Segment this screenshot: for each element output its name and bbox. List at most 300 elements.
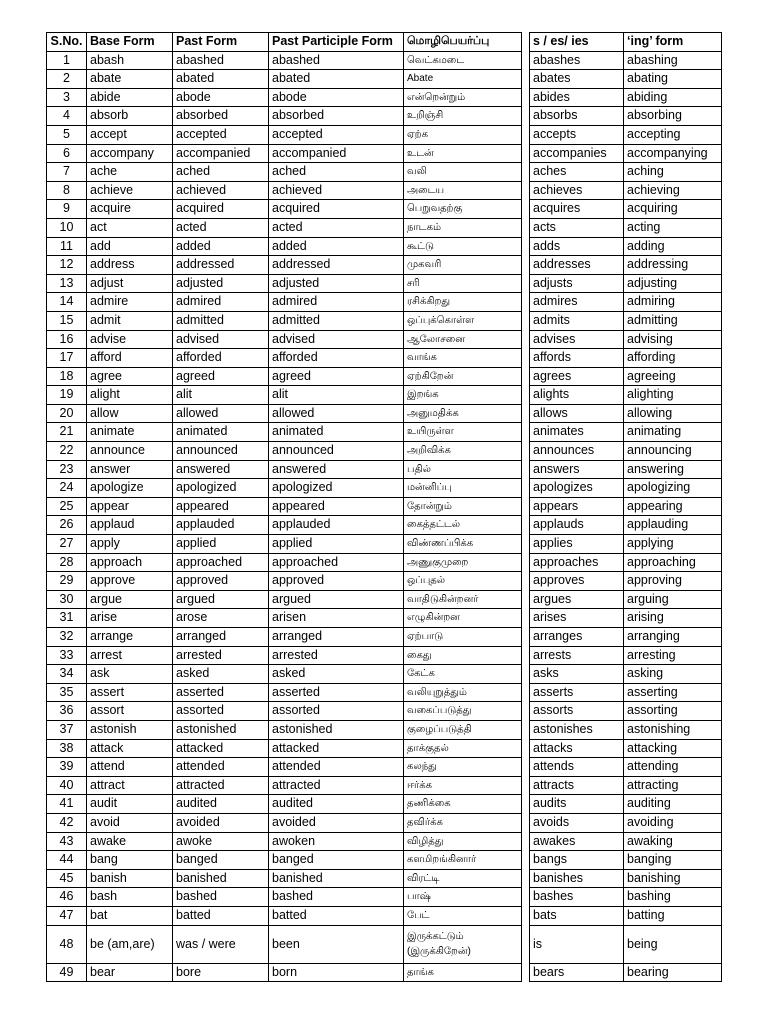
- base-form-cell: address: [87, 256, 173, 275]
- ing-form-cell: allowing: [624, 404, 722, 423]
- past-form-cell: astonished: [173, 720, 269, 739]
- past-form-cell: acted: [173, 218, 269, 237]
- past-participle-cell: allowed: [269, 404, 404, 423]
- table-row: [47, 330, 522, 349]
- past-participle-cell: accepted: [269, 125, 404, 144]
- past-participle-cell: admitted: [269, 311, 404, 330]
- header-serial-number: S.No.: [47, 33, 87, 52]
- serial-number-cell: 30: [47, 590, 87, 609]
- past-participle-cell: attacked: [269, 739, 404, 758]
- table-row: [530, 739, 722, 758]
- ing-form-cell: approaching: [624, 553, 722, 572]
- side-header-row: [530, 33, 722, 52]
- table-row: [47, 163, 522, 182]
- table-row: [47, 832, 522, 851]
- base-form-cell: achieve: [87, 181, 173, 200]
- table-row: [530, 963, 722, 982]
- table-row: [530, 590, 722, 609]
- table-row: [47, 367, 522, 386]
- past-form-cell: afforded: [173, 349, 269, 368]
- past-form-cell: advised: [173, 330, 269, 349]
- translation-cell: ஒப்புக்கொள்ள: [404, 311, 522, 330]
- serial-number-cell: 37: [47, 720, 87, 739]
- translation-cell: கைத்தட்டல்: [404, 516, 522, 535]
- past-form-cell: abashed: [173, 51, 269, 70]
- base-form-cell: absorb: [87, 107, 173, 126]
- s-es-ies-cell: bats: [530, 906, 624, 925]
- translation-cell: விரட்டி: [404, 869, 522, 888]
- table-row: [47, 497, 522, 516]
- table-row: [530, 832, 722, 851]
- table-row: [530, 51, 722, 70]
- table-row: [530, 237, 722, 256]
- ing-form-cell: asking: [624, 665, 722, 684]
- table-row: [530, 144, 722, 163]
- past-participle-cell: addressed: [269, 256, 404, 275]
- s-es-ies-cell: absorbs: [530, 107, 624, 126]
- past-form-cell: attracted: [173, 776, 269, 795]
- translation-cell: என்றென்றும்: [404, 88, 522, 107]
- table-row: [47, 702, 522, 721]
- s-es-ies-cell: admits: [530, 311, 624, 330]
- header-translation: மொழிபெயர்ப்பு: [404, 33, 522, 52]
- table-row: [530, 181, 722, 200]
- translation-cell: அடைய: [404, 181, 522, 200]
- serial-number-cell: 29: [47, 572, 87, 591]
- base-form-cell: argue: [87, 590, 173, 609]
- s-es-ies-cell: avoids: [530, 813, 624, 832]
- translation-cell: Abate: [404, 70, 522, 89]
- ing-form-cell: appearing: [624, 497, 722, 516]
- base-form-cell: apologize: [87, 479, 173, 498]
- s-es-ies-cell: adds: [530, 237, 624, 256]
- s-es-ies-cell: astonishes: [530, 720, 624, 739]
- past-participle-cell: assorted: [269, 702, 404, 721]
- s-es-ies-cell: answers: [530, 460, 624, 479]
- past-form-cell: admired: [173, 293, 269, 312]
- ing-form-cell: accompanying: [624, 144, 722, 163]
- table-row: [47, 423, 522, 442]
- s-es-ies-cell: animates: [530, 423, 624, 442]
- past-form-cell: added: [173, 237, 269, 256]
- base-form-cell: bash: [87, 888, 173, 907]
- past-participle-cell: admired: [269, 293, 404, 312]
- past-participle-cell: banged: [269, 851, 404, 870]
- past-participle-cell: arisen: [269, 609, 404, 628]
- table-row: [530, 683, 722, 702]
- ing-form-cell: admitting: [624, 311, 722, 330]
- past-form-cell: was / were: [173, 925, 269, 963]
- past-form-cell: abode: [173, 88, 269, 107]
- serial-number-cell: 26: [47, 516, 87, 535]
- serial-number-cell: 48: [47, 925, 87, 963]
- base-form-cell: bear: [87, 963, 173, 982]
- serial-number-cell: 46: [47, 888, 87, 907]
- ing-form-cell: auditing: [624, 795, 722, 814]
- ing-form-cell: apologizing: [624, 479, 722, 498]
- translation-cell: கேட்க: [404, 665, 522, 684]
- past-participle-cell: attended: [269, 758, 404, 777]
- base-form-cell: apply: [87, 535, 173, 554]
- header-past-participle-form: Past Participle Form: [269, 33, 404, 52]
- translation-cell: தவிர்க்க: [404, 813, 522, 832]
- s-es-ies-cell: argues: [530, 590, 624, 609]
- base-form-cell: audit: [87, 795, 173, 814]
- past-form-cell: applauded: [173, 516, 269, 535]
- base-form-cell: attend: [87, 758, 173, 777]
- s-es-ies-cell: aches: [530, 163, 624, 182]
- table-row: [47, 813, 522, 832]
- past-participle-cell: adjusted: [269, 274, 404, 293]
- s-es-ies-cell: is: [530, 925, 624, 963]
- translation-cell: ஆலோசனை: [404, 330, 522, 349]
- table-row: [47, 628, 522, 647]
- serial-number-cell: 16: [47, 330, 87, 349]
- translation-cell: அணுகுமுறை: [404, 553, 522, 572]
- header-ing-form: ‘ing’ form: [624, 33, 722, 52]
- s-es-ies-cell: arises: [530, 609, 624, 628]
- past-form-cell: awoke: [173, 832, 269, 851]
- table-row: [47, 572, 522, 591]
- base-form-cell: attack: [87, 739, 173, 758]
- serial-number-cell: 31: [47, 609, 87, 628]
- serial-number-cell: 20: [47, 404, 87, 423]
- table-row: [530, 795, 722, 814]
- base-form-cell: awake: [87, 832, 173, 851]
- past-form-cell: bore: [173, 963, 269, 982]
- serial-number-cell: 6: [47, 144, 87, 163]
- past-form-cell: accepted: [173, 125, 269, 144]
- ing-form-cell: alighting: [624, 386, 722, 405]
- verb-suffix-table: [529, 32, 722, 982]
- table-row: [47, 665, 522, 684]
- past-participle-cell: alit: [269, 386, 404, 405]
- serial-number-cell: 32: [47, 628, 87, 647]
- past-participle-cell: acted: [269, 218, 404, 237]
- s-es-ies-cell: asserts: [530, 683, 624, 702]
- table-row: [47, 851, 522, 870]
- table-row: [47, 311, 522, 330]
- ing-form-cell: banishing: [624, 869, 722, 888]
- ing-form-cell: admiring: [624, 293, 722, 312]
- base-form-cell: accept: [87, 125, 173, 144]
- past-form-cell: banished: [173, 869, 269, 888]
- table-row: [47, 256, 522, 275]
- table-row: [530, 776, 722, 795]
- table-row: [530, 535, 722, 554]
- main-header-row: [47, 33, 522, 52]
- ing-form-cell: attacking: [624, 739, 722, 758]
- table-row: [530, 311, 722, 330]
- ing-form-cell: adjusting: [624, 274, 722, 293]
- base-form-cell: assort: [87, 702, 173, 721]
- past-participle-cell: born: [269, 963, 404, 982]
- serial-number-cell: 18: [47, 367, 87, 386]
- table-row: [47, 200, 522, 219]
- table-row: [47, 906, 522, 925]
- table-row: [47, 144, 522, 163]
- table-row: [530, 479, 722, 498]
- header-base-form: Base Form: [87, 33, 173, 52]
- past-form-cell: avoided: [173, 813, 269, 832]
- past-form-cell: admitted: [173, 311, 269, 330]
- translation-cell: விழித்து: [404, 832, 522, 851]
- translation-cell: ஒப்புதல்: [404, 572, 522, 591]
- ing-form-cell: adding: [624, 237, 722, 256]
- serial-number-cell: 8: [47, 181, 87, 200]
- table-row: [47, 925, 522, 963]
- ing-form-cell: avoiding: [624, 813, 722, 832]
- table-row: [47, 535, 522, 554]
- table-row: [530, 442, 722, 461]
- table-row: [47, 218, 522, 237]
- table-row: [530, 851, 722, 870]
- base-form-cell: animate: [87, 423, 173, 442]
- translation-cell: வாதிடுகின்றனர்: [404, 590, 522, 609]
- past-participle-cell: answered: [269, 460, 404, 479]
- past-form-cell: alit: [173, 386, 269, 405]
- past-form-cell: absorbed: [173, 107, 269, 126]
- past-participle-cell: asked: [269, 665, 404, 684]
- ing-form-cell: answering: [624, 460, 722, 479]
- past-participle-cell: approached: [269, 553, 404, 572]
- s-es-ies-cell: banishes: [530, 869, 624, 888]
- table-row: [530, 125, 722, 144]
- base-form-cell: abide: [87, 88, 173, 107]
- table-row: [530, 720, 722, 739]
- table-row: [47, 646, 522, 665]
- translation-cell: சரி: [404, 274, 522, 293]
- table-row: [530, 330, 722, 349]
- past-participle-cell: acquired: [269, 200, 404, 219]
- table-row: [47, 181, 522, 200]
- table-row: [530, 888, 722, 907]
- past-form-cell: addressed: [173, 256, 269, 275]
- table-row: [530, 88, 722, 107]
- base-form-cell: approach: [87, 553, 173, 572]
- table-row: [47, 88, 522, 107]
- ing-form-cell: approving: [624, 572, 722, 591]
- table-row: [47, 274, 522, 293]
- base-form-cell: ache: [87, 163, 173, 182]
- serial-number-cell: 14: [47, 293, 87, 312]
- past-participle-cell: animated: [269, 423, 404, 442]
- s-es-ies-cell: awakes: [530, 832, 624, 851]
- past-participle-cell: batted: [269, 906, 404, 925]
- past-participle-cell: abode: [269, 88, 404, 107]
- table-row: [530, 758, 722, 777]
- s-es-ies-cell: abates: [530, 70, 624, 89]
- serial-number-cell: 36: [47, 702, 87, 721]
- table-row: [47, 683, 522, 702]
- serial-number-cell: 12: [47, 256, 87, 275]
- s-es-ies-cell: abides: [530, 88, 624, 107]
- s-es-ies-cell: asks: [530, 665, 624, 684]
- translation-cell: அறிவிக்க: [404, 442, 522, 461]
- table-row: [47, 963, 522, 982]
- ing-form-cell: applying: [624, 535, 722, 554]
- table-row: [530, 516, 722, 535]
- past-form-cell: appeared: [173, 497, 269, 516]
- serial-number-cell: 40: [47, 776, 87, 795]
- translation-cell: [404, 925, 522, 963]
- table-row: [47, 404, 522, 423]
- serial-number-cell: 34: [47, 665, 87, 684]
- base-form-cell: be (am,are): [87, 925, 173, 963]
- s-es-ies-cell: appears: [530, 497, 624, 516]
- base-form-cell: accompany: [87, 144, 173, 163]
- s-es-ies-cell: alights: [530, 386, 624, 405]
- translation-cell: வாங்க: [404, 349, 522, 368]
- translation-cell: வலியுறுத்தும்: [404, 683, 522, 702]
- past-participle-cell: appeared: [269, 497, 404, 516]
- base-form-cell: arise: [87, 609, 173, 628]
- translation-cell: தாக்குதல்: [404, 739, 522, 758]
- ing-form-cell: awaking: [624, 832, 722, 851]
- s-es-ies-cell: arranges: [530, 628, 624, 647]
- translation-cell: மன்னிப்பு: [404, 479, 522, 498]
- past-form-cell: announced: [173, 442, 269, 461]
- past-participle-cell: bashed: [269, 888, 404, 907]
- past-participle-cell: attracted: [269, 776, 404, 795]
- past-participle-cell: awoken: [269, 832, 404, 851]
- translation-cell: குழைப்படுத்தி: [404, 720, 522, 739]
- serial-number-cell: 25: [47, 497, 87, 516]
- s-es-ies-cell: addresses: [530, 256, 624, 275]
- table-row: [530, 200, 722, 219]
- serial-number-cell: 42: [47, 813, 87, 832]
- header-s-es-ies: s / es/ ies: [530, 33, 624, 52]
- serial-number-cell: 45: [47, 869, 87, 888]
- table-row: [47, 349, 522, 368]
- past-form-cell: asserted: [173, 683, 269, 702]
- past-form-cell: arranged: [173, 628, 269, 647]
- table-row: [47, 590, 522, 609]
- translation-cell: பேட்: [404, 906, 522, 925]
- ing-form-cell: bashing: [624, 888, 722, 907]
- translation-cell: வகைப்படுத்து: [404, 702, 522, 721]
- table-row: [530, 367, 722, 386]
- table-row: [530, 609, 722, 628]
- table-row: [47, 70, 522, 89]
- past-form-cell: batted: [173, 906, 269, 925]
- translation-cell: தாங்க: [404, 963, 522, 982]
- table-row: [47, 293, 522, 312]
- past-form-cell: audited: [173, 795, 269, 814]
- translation-cell: முகவரி: [404, 256, 522, 275]
- table-row: [47, 237, 522, 256]
- s-es-ies-cell: advises: [530, 330, 624, 349]
- past-form-cell: bashed: [173, 888, 269, 907]
- translation-cell: கூட்டு: [404, 237, 522, 256]
- table-row: [530, 163, 722, 182]
- table-row: [47, 479, 522, 498]
- past-form-cell: applied: [173, 535, 269, 554]
- table-row: [47, 795, 522, 814]
- past-participle-cell: advised: [269, 330, 404, 349]
- s-es-ies-cell: acts: [530, 218, 624, 237]
- s-es-ies-cell: affords: [530, 349, 624, 368]
- base-form-cell: acquire: [87, 200, 173, 219]
- s-es-ies-cell: allows: [530, 404, 624, 423]
- serial-number-cell: 39: [47, 758, 87, 777]
- ing-form-cell: being: [624, 925, 722, 963]
- s-es-ies-cell: arrests: [530, 646, 624, 665]
- s-es-ies-cell: abashes: [530, 51, 624, 70]
- s-es-ies-cell: approves: [530, 572, 624, 591]
- base-form-cell: assert: [87, 683, 173, 702]
- serial-number-cell: 17: [47, 349, 87, 368]
- table-row: [47, 553, 522, 572]
- ing-form-cell: banging: [624, 851, 722, 870]
- translation-cell: அனுமதிக்க: [404, 404, 522, 423]
- table-row: [530, 107, 722, 126]
- past-form-cell: animated: [173, 423, 269, 442]
- translation-cell: தணிக்கை: [404, 795, 522, 814]
- s-es-ies-cell: bashes: [530, 888, 624, 907]
- past-participle-cell: applied: [269, 535, 404, 554]
- s-es-ies-cell: agrees: [530, 367, 624, 386]
- past-participle-cell: approved: [269, 572, 404, 591]
- base-form-cell: bat: [87, 906, 173, 925]
- base-form-cell: advise: [87, 330, 173, 349]
- past-form-cell: acquired: [173, 200, 269, 219]
- table-row: [47, 776, 522, 795]
- past-form-cell: apologized: [173, 479, 269, 498]
- translation-cell: பதில்: [404, 460, 522, 479]
- base-form-cell: abash: [87, 51, 173, 70]
- base-form-cell: attract: [87, 776, 173, 795]
- translation-cell: உறிஞ்சி: [404, 107, 522, 126]
- ing-form-cell: affording: [624, 349, 722, 368]
- base-form-cell: ask: [87, 665, 173, 684]
- past-participle-cell: applauded: [269, 516, 404, 535]
- table-row: [47, 758, 522, 777]
- table-row: [530, 906, 722, 925]
- base-form-cell: banish: [87, 869, 173, 888]
- s-es-ies-cell: assorts: [530, 702, 624, 721]
- past-participle-cell: agreed: [269, 367, 404, 386]
- past-form-cell: allowed: [173, 404, 269, 423]
- ing-form-cell: accepting: [624, 125, 722, 144]
- translation-cell: கலந்து: [404, 758, 522, 777]
- s-es-ies-cell: accompanies: [530, 144, 624, 163]
- base-form-cell: applaud: [87, 516, 173, 535]
- table-row: [530, 553, 722, 572]
- translation-cell: எழுகின்றன: [404, 609, 522, 628]
- serial-number-cell: 10: [47, 218, 87, 237]
- ing-form-cell: aching: [624, 163, 722, 182]
- s-es-ies-cell: bangs: [530, 851, 624, 870]
- ing-form-cell: announcing: [624, 442, 722, 461]
- translation-cell: வெட்கமடை: [404, 51, 522, 70]
- table-row: [530, 497, 722, 516]
- past-form-cell: banged: [173, 851, 269, 870]
- translation-cell: வலி: [404, 163, 522, 182]
- past-form-cell: adjusted: [173, 274, 269, 293]
- ing-form-cell: assorting: [624, 702, 722, 721]
- serial-number-cell: 41: [47, 795, 87, 814]
- past-participle-cell: apologized: [269, 479, 404, 498]
- ing-form-cell: absorbing: [624, 107, 722, 126]
- translation-cell: ரசிக்கிறது: [404, 293, 522, 312]
- translation-cell: ஏற்பாடு: [404, 628, 522, 647]
- past-participle-cell: absorbed: [269, 107, 404, 126]
- serial-number-cell: 47: [47, 906, 87, 925]
- table-row: [47, 125, 522, 144]
- ing-form-cell: abashing: [624, 51, 722, 70]
- table-row: [47, 609, 522, 628]
